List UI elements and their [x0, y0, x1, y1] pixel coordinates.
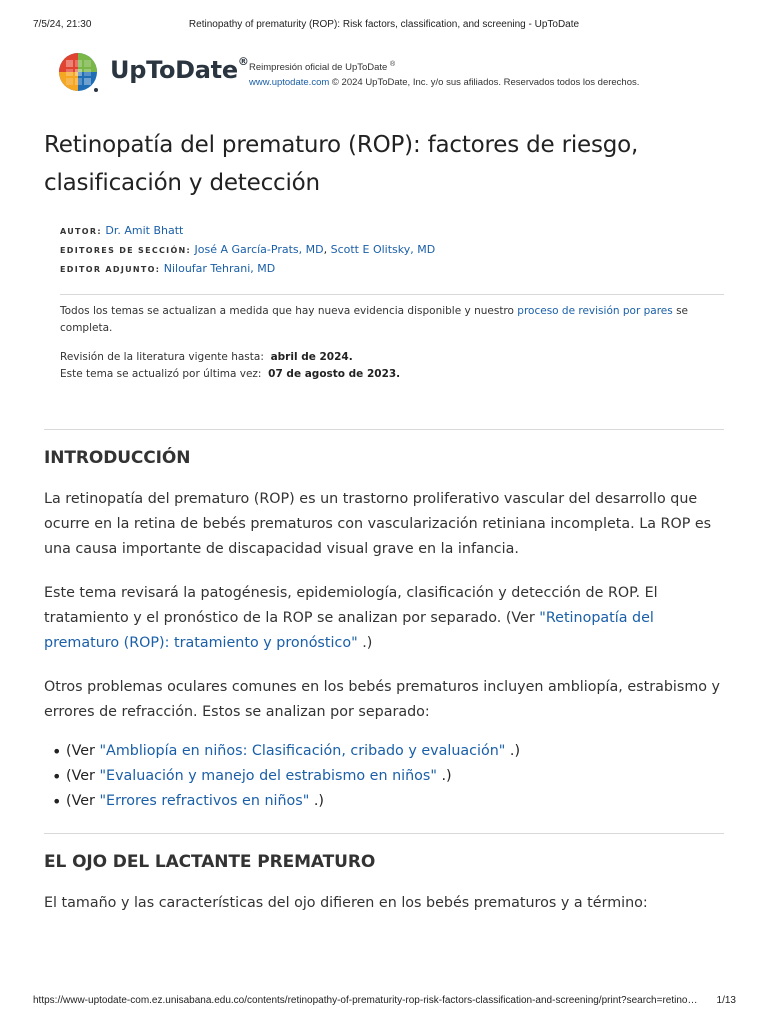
list-item: • (Ver "Ambliopía en niños: Clasificación, cribado y evaluación" .): [66, 739, 724, 764]
updated-date-line: Este tema se actualizó por última vez: 07 de agosto de 2023.: [60, 368, 401, 380]
rop-treatment-link[interactable]: "Retinopatía del prematuro (ROP): tratamiento y pronóstico": [44, 610, 654, 651]
uptodate-site-link[interactable]: www.uptodate.com: [249, 77, 330, 89]
list-item: • (Ver "Errores refractivos en niños" .): [66, 789, 724, 814]
print-url: https://www-uptodate-com.ez.unisabana.edu.co/contents/retinopathy-of-prematurity-rop-risk-factors-classification-and-screening/print?search=retino…: [33, 995, 698, 1006]
premature-eye-paragraph: El tamaño y las características del ojo difieren en los bebés prematuros y a término:: [44, 895, 648, 911]
intro-paragraph: La retinopatía del prematuro (ROP) es un trastorno proliferativo vascular del desarrollo que ocurre en la retina de bebés prematuros con vascularización retiniana incompleta. La ROP es una causa importante de discapacidad visual grave en la infancia.: [44, 491, 712, 557]
deputy-editor-link[interactable]: Niloufar Tehrani, MD: [163, 262, 276, 275]
page-number: 1/13: [716, 995, 736, 1006]
review-date-line: Revisión de la literatura vigente hasta: abril de 2024.: [60, 351, 353, 363]
strabismus-link[interactable]: "Evaluación y manejo del estrabismo en niños": [99, 768, 437, 784]
article-title: Retinopatía del prematuro (ROP): factores de riesgo, clasificación y detección: [44, 132, 639, 196]
premature-eye-heading: EL OJO DEL LACTANTE PREMATURO: [44, 852, 376, 872]
reprint-notice: Reimpresión oficial de UpToDate ® www.uptodate.com © 2024 UpToDate, Inc. y/o sus afiliados. Reservados todos los derechos.: [249, 61, 640, 89]
section-editors-label: EDITORES DE SECCIÓN:: [60, 246, 192, 255]
intro-heading: INTRODUCCIÓN: [44, 448, 191, 468]
uptodate-globe-icon: [58, 52, 100, 94]
related-topics-list: [44, 739, 724, 814]
refractive-errors-link[interactable]: "Errores refractivos en niños": [99, 793, 310, 809]
author-link[interactable]: Dr. Amit Bhatt: [105, 224, 184, 237]
article-credits: AUTOR: Dr. Amit Bhatt EDITORES DE SECCIÓN: José A García-Prats, MD, Scott E Olitsky, MD EDITOR ADJUNTO: Niloufar Tehrani, MD: [60, 224, 436, 275]
brand-name: UpToDate®: [110, 55, 249, 84]
peer-review-link[interactable]: proceso de revisión por pares: [517, 305, 673, 317]
update-note: Todos los temas se actualizan a medida que hay nueva evidencia disponible y nuestro proceso de revisión por pares se completa.: [60, 305, 689, 334]
review-date: abril de 2024.: [270, 351, 353, 363]
amblyopia-link[interactable]: "Ambliopía en niños: Clasificación, cribado y evaluación": [99, 743, 506, 759]
article-meta: [60, 303, 724, 383]
section-editor-link[interactable]: José A García-Prats, MD: [194, 243, 324, 256]
article: [44, 126, 724, 916]
intro-paragraph: Este tema revisará la patogénesis, epidemiología, clasificación y detección de ROP. El tratamiento y el pronóstico de la ROP se analizan por separado. (Ver "Retinopatía del prematuro (ROP): tratamiento y pronóstico" .): [44, 585, 658, 651]
list-item: • (Ver "Evaluación y manejo del estrabismo en niños" .): [66, 764, 724, 789]
updated-date: 07 de agosto de 2023.: [268, 368, 401, 380]
reprint-line: Reimpresión oficial de UpToDate: [249, 62, 388, 74]
section-divider: [44, 833, 724, 834]
intro-paragraph: Otros problemas oculares comunes en los bebés prematuros incluyen ambliopía, estrabismo y errores de refracción. Estos se analizan por separado:: [44, 679, 721, 720]
print-page-title: Retinopathy of prematurity (ROP): Risk factors, classification, and screening - UpToDate: [188, 19, 580, 30]
deputy-editor-label: EDITOR ADJUNTO:: [60, 265, 161, 274]
section-divider: [44, 429, 724, 430]
print-datetime: 7/5/24, 21:30: [33, 19, 92, 30]
section-editor-link[interactable]: Scott E Olitsky, MD: [330, 243, 436, 256]
copyright-text: © 2024 UpToDate, Inc. y/o sus afiliados. Reservados todos los derechos.: [329, 77, 640, 89]
meta-divider: [60, 294, 724, 295]
author-label: AUTOR:: [60, 227, 102, 236]
